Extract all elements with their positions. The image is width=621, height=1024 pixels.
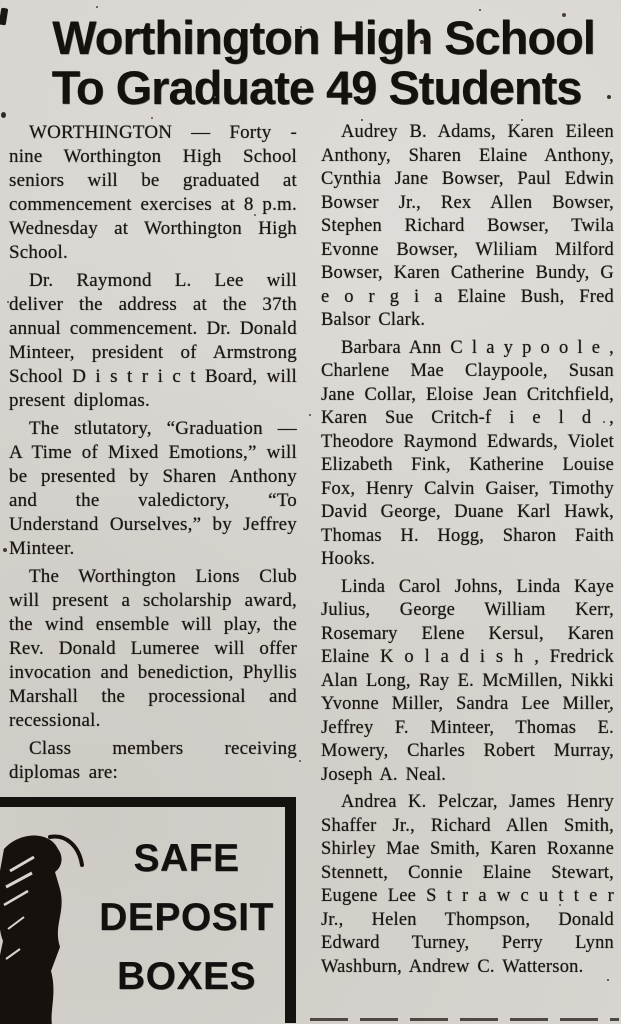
paragraph-names-a: Audrey B. Adams, Karen Eileen Anthony, Sharen Elaine Anthony, Cynthia Jane Bowser, Paul Edwin Bowser Jr., Rex Allen Bowser, Stephen Richard Bowser, Twila Evonne Bowser, Wliliam Milford Bowser, Karen Catherine Bundy, G e o r g i a Elaine Bush, Fred Balsor Clark. [321, 122, 614, 330]
paragraph-dateline: WORTHINGTON — Forty - nine Worthington High School seniors will be graduated at commencement exercises at 8 p.m. Wednesday at Worthington High School. [9, 122, 297, 263]
headline [0, 0, 621, 113]
paragraph-names-c: Linda Carol Johns, Linda Kaye Julius, George William Kerr, Rosemary Elene Kersul, Karen Elaine K o l a d i s h , Fredrick Alan Long, Ray E. McMillen, Nikki Yvonne Miller, Sandra Lee Miller, Jeffrey F. Minteer, Thomas E. Mowery, Charles Robert Murray, Joseph A. Neal. [321, 576, 614, 785]
ad-line-3: BOXES [116, 955, 257, 998]
headline-line-1: Worthington High School [52, 11, 595, 64]
right-column [321, 121, 614, 1023]
paragraph: Class members receiving diplomas are: [9, 738, 297, 783]
headline-line-2: To Graduate 49 Students [51, 61, 582, 114]
ad-text [88, 807, 285, 1006]
paragraph: The stlutatory, “Graduation — A Time of Mixed Emotions,” will be presented by Sharen Anthony and the valedictory, “To Understand Ourselves,” by Jeffrey Minteer. [9, 418, 297, 559]
bottom-rule [310, 1018, 619, 1021]
left-column [9, 121, 297, 1023]
print-artifact [1, 112, 6, 118]
torch-statue-graphic [0, 829, 90, 1024]
paragraph-names-d: Andrea K. Pelczar, James Henry Shaffer Jr., Richard Allen Smith, Shirley Mae Smith, Karen Roxanne Stennett, Connie Elaine Stewart, Eugene Lee S t r a w c u t t e r Jr., Helen Thompson, Donald Edward Turney, Perry Lynn Washburn, Andrew C. Watterson. [321, 792, 614, 977]
paragraph: Dr. Raymond L. Lee will deliver the address at the 37th annual commencement. Dr. Donald Minteer, president of Armstrong School D i s t r i c t Board, will present diplomas. [9, 270, 297, 411]
ad-line-1: SAFE [133, 837, 240, 880]
article-body [0, 113, 621, 1023]
ad-line-2: DEPOSIT [99, 896, 274, 939]
safe-deposit-ad [0, 797, 296, 1023]
paragraph: The Worthington Lions Club will present a scholarship award, the wind ensemble will play, the Rev. Donald Lumeree will offer invocation and benediction, Phyllis Marshall the processional and recessional. [9, 566, 297, 731]
paragraph-names-b: Barbara Ann C l a y p o o l e , Charlene Mae Claypoole, Susan Jane Collar, Eloise Jean Critchfield, Karen Sue Critch-f i e l d , Theodore Raymond Edwards, Violet Elizabeth Fink, Katherine Louise Fox, Henry Calvin Gaiser, Timothy David George, Duane Karl Hawk, Thomas H. Hogg, Sharon Faith Hooks. [321, 337, 614, 569]
